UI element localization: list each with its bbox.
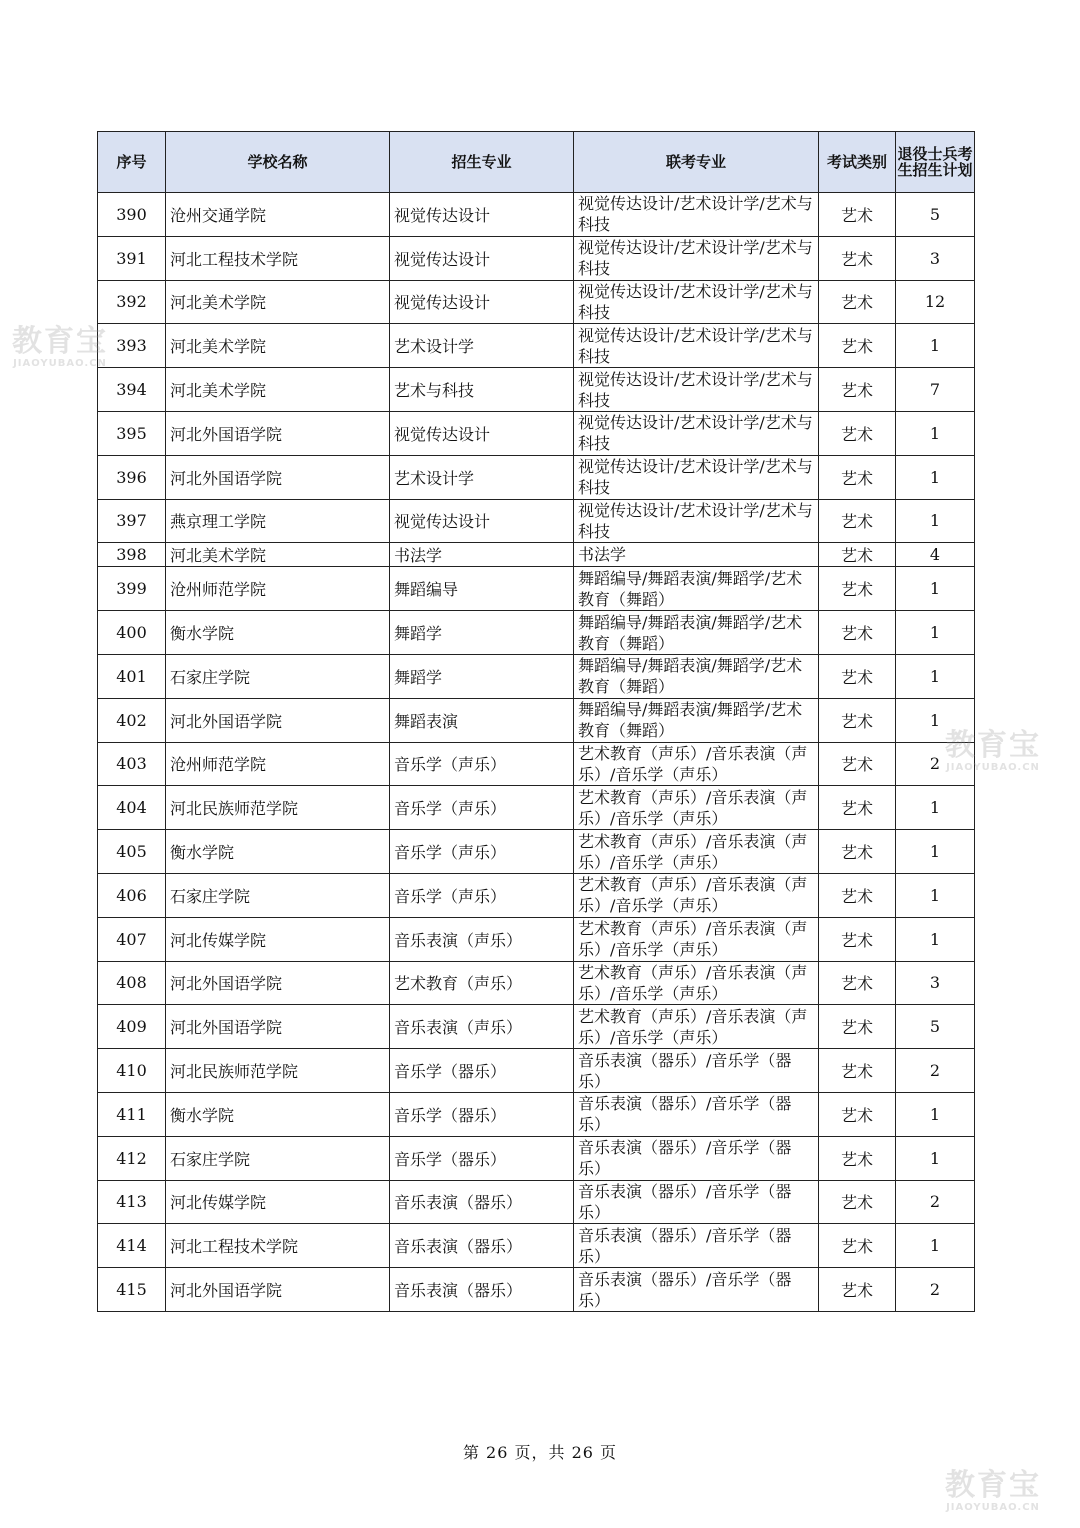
cell-exam-type: 艺术 bbox=[819, 280, 896, 324]
watermark-url: JIAOYUBAO.CN bbox=[13, 358, 107, 369]
cell-major: 艺术设计学 bbox=[390, 324, 574, 368]
cell-major: 视觉传达设计 bbox=[390, 280, 574, 324]
cell-no: 410 bbox=[98, 1049, 166, 1093]
cell-school: 河北美术学院 bbox=[166, 543, 390, 567]
cell-no: 402 bbox=[98, 698, 166, 742]
cell-plan: 1 bbox=[896, 567, 975, 611]
cell-exam-type: 艺术 bbox=[819, 1224, 896, 1268]
cell-joint-major: 视觉传达设计/艺术设计学/艺术与科技 bbox=[574, 324, 819, 368]
cell-school: 河北传媒学院 bbox=[166, 1180, 390, 1224]
cell-exam-type: 艺术 bbox=[819, 1136, 896, 1180]
cell-joint-major: 舞蹈编导/舞蹈表演/舞蹈学/艺术教育（舞蹈） bbox=[574, 654, 819, 698]
cell-plan: 1 bbox=[896, 611, 975, 655]
cell-major: 音乐学（声乐） bbox=[390, 786, 574, 830]
cell-joint-major: 音乐表演（器乐）/音乐学（器乐） bbox=[574, 1268, 819, 1312]
cell-joint-major: 视觉传达设计/艺术设计学/艺术与科技 bbox=[574, 236, 819, 280]
cell-no: 395 bbox=[98, 411, 166, 455]
watermark-url: JIAOYUBAO.CN bbox=[946, 1502, 1040, 1513]
cell-exam-type: 艺术 bbox=[819, 411, 896, 455]
table-row bbox=[98, 543, 975, 567]
cell-exam-type: 艺术 bbox=[819, 917, 896, 961]
cell-joint-major: 艺术教育（声乐）/音乐表演（声乐）/音乐学（声乐） bbox=[574, 786, 819, 830]
cell-major: 视觉传达设计 bbox=[390, 236, 574, 280]
cell-school: 石家庄学院 bbox=[166, 873, 390, 917]
cell-no: 391 bbox=[98, 236, 166, 280]
cell-exam-type: 艺术 bbox=[819, 698, 896, 742]
cell-plan: 1 bbox=[896, 455, 975, 499]
cell-joint-major: 艺术教育（声乐）/音乐表演（声乐）/音乐学（声乐） bbox=[574, 830, 819, 874]
table-row bbox=[98, 193, 975, 237]
cell-exam-type: 艺术 bbox=[819, 611, 896, 655]
cell-joint-major: 艺术教育（声乐）/音乐表演（声乐）/音乐学（声乐） bbox=[574, 742, 819, 786]
cell-plan: 1 bbox=[896, 917, 975, 961]
table-row bbox=[98, 1136, 975, 1180]
cell-major: 音乐学（器乐） bbox=[390, 1049, 574, 1093]
table-row bbox=[98, 1005, 975, 1049]
cell-exam-type: 艺术 bbox=[819, 742, 896, 786]
cell-no: 399 bbox=[98, 567, 166, 611]
cell-no: 408 bbox=[98, 961, 166, 1005]
cell-exam-type: 艺术 bbox=[819, 567, 896, 611]
cell-school: 燕京理工学院 bbox=[166, 499, 390, 543]
header-joint-major: 联考专业 bbox=[574, 132, 819, 193]
cell-plan: 1 bbox=[896, 324, 975, 368]
cell-exam-type: 艺术 bbox=[819, 961, 896, 1005]
cell-plan: 2 bbox=[896, 742, 975, 786]
cell-exam-type: 艺术 bbox=[819, 1268, 896, 1312]
cell-major: 舞蹈学 bbox=[390, 654, 574, 698]
cell-joint-major: 视觉传达设计/艺术设计学/艺术与科技 bbox=[574, 193, 819, 237]
cell-no: 397 bbox=[98, 499, 166, 543]
cell-major: 艺术与科技 bbox=[390, 368, 574, 412]
cell-no: 400 bbox=[98, 611, 166, 655]
cell-school: 河北工程技术学院 bbox=[166, 1224, 390, 1268]
cell-plan: 1 bbox=[896, 1136, 975, 1180]
cell-plan: 4 bbox=[896, 543, 975, 567]
cell-joint-major: 艺术教育（声乐）/音乐表演（声乐）/音乐学（声乐） bbox=[574, 873, 819, 917]
cell-joint-major: 音乐表演（器乐）/音乐学（器乐） bbox=[574, 1136, 819, 1180]
table-row bbox=[98, 324, 975, 368]
cell-school: 沧州师范学院 bbox=[166, 742, 390, 786]
table-row bbox=[98, 1180, 975, 1224]
cell-school: 河北民族师范学院 bbox=[166, 786, 390, 830]
cell-exam-type: 艺术 bbox=[819, 324, 896, 368]
cell-school: 衡水学院 bbox=[166, 830, 390, 874]
table-row bbox=[98, 1049, 975, 1093]
cell-major: 舞蹈学 bbox=[390, 611, 574, 655]
cell-plan: 1 bbox=[896, 873, 975, 917]
cell-major: 音乐学（声乐） bbox=[390, 742, 574, 786]
table-row bbox=[98, 1092, 975, 1136]
cell-no: 412 bbox=[98, 1136, 166, 1180]
cell-major: 音乐表演（器乐） bbox=[390, 1268, 574, 1312]
cell-school: 衡水学院 bbox=[166, 1092, 390, 1136]
table-row bbox=[98, 698, 975, 742]
cell-major: 音乐表演（器乐） bbox=[390, 1224, 574, 1268]
table-row bbox=[98, 411, 975, 455]
page-footer: 第 26 页，共 26 页 bbox=[462, 1443, 618, 1462]
cell-plan: 1 bbox=[896, 698, 975, 742]
table-header-row bbox=[98, 132, 975, 193]
cell-exam-type: 艺术 bbox=[819, 786, 896, 830]
cell-exam-type: 艺术 bbox=[819, 830, 896, 874]
cell-plan: 1 bbox=[896, 1092, 975, 1136]
cell-school: 石家庄学院 bbox=[166, 1136, 390, 1180]
cell-exam-type: 艺术 bbox=[819, 1092, 896, 1136]
watermark-logo bbox=[945, 1470, 1041, 1513]
cell-exam-type: 艺术 bbox=[819, 236, 896, 280]
cell-no: 394 bbox=[98, 368, 166, 412]
cell-school: 河北工程技术学院 bbox=[166, 236, 390, 280]
watermark-text: 教育宝 bbox=[945, 728, 1041, 763]
cell-plan: 1 bbox=[896, 1224, 975, 1268]
cell-major: 音乐学（声乐） bbox=[390, 830, 574, 874]
cell-school: 河北外国语学院 bbox=[166, 1005, 390, 1049]
table-row bbox=[98, 873, 975, 917]
cell-joint-major: 书法学 bbox=[574, 543, 819, 567]
cell-major: 视觉传达设计 bbox=[390, 193, 574, 237]
cell-school: 河北美术学院 bbox=[166, 324, 390, 368]
table-row bbox=[98, 499, 975, 543]
table-row bbox=[98, 830, 975, 874]
cell-major: 艺术教育（声乐） bbox=[390, 961, 574, 1005]
admission-table bbox=[97, 131, 975, 1312]
cell-major: 音乐学（器乐） bbox=[390, 1136, 574, 1180]
cell-school: 河北美术学院 bbox=[166, 280, 390, 324]
cell-no: 415 bbox=[98, 1268, 166, 1312]
cell-exam-type: 艺术 bbox=[819, 654, 896, 698]
cell-plan: 5 bbox=[896, 1005, 975, 1049]
cell-school: 河北外国语学院 bbox=[166, 1268, 390, 1312]
cell-major: 音乐表演（声乐） bbox=[390, 917, 574, 961]
cell-school: 河北外国语学院 bbox=[166, 411, 390, 455]
cell-no: 414 bbox=[98, 1224, 166, 1268]
cell-joint-major: 艺术教育（声乐）/音乐表演（声乐）/音乐学（声乐） bbox=[574, 961, 819, 1005]
cell-plan: 2 bbox=[896, 1180, 975, 1224]
table-body bbox=[98, 193, 975, 1312]
table-row bbox=[98, 567, 975, 611]
cell-no: 403 bbox=[98, 742, 166, 786]
table-row bbox=[98, 786, 975, 830]
cell-plan: 2 bbox=[896, 1049, 975, 1093]
header-major: 招生专业 bbox=[390, 132, 574, 193]
cell-no: 406 bbox=[98, 873, 166, 917]
cell-plan: 1 bbox=[896, 786, 975, 830]
table-row bbox=[98, 611, 975, 655]
table-row bbox=[98, 654, 975, 698]
table-row bbox=[98, 961, 975, 1005]
cell-plan: 12 bbox=[896, 280, 975, 324]
cell-school: 河北美术学院 bbox=[166, 368, 390, 412]
cell-no: 401 bbox=[98, 654, 166, 698]
cell-school: 河北外国语学院 bbox=[166, 455, 390, 499]
cell-joint-major: 音乐表演（器乐）/音乐学（器乐） bbox=[574, 1092, 819, 1136]
cell-no: 393 bbox=[98, 324, 166, 368]
cell-school: 沧州师范学院 bbox=[166, 567, 390, 611]
header-exam-type: 考试类别 bbox=[819, 132, 896, 193]
cell-no: 409 bbox=[98, 1005, 166, 1049]
cell-joint-major: 艺术教育（声乐）/音乐表演（声乐）/音乐学（声乐） bbox=[574, 917, 819, 961]
cell-school: 河北民族师范学院 bbox=[166, 1049, 390, 1093]
watermark-text: 教育宝 bbox=[12, 324, 108, 359]
cell-plan: 5 bbox=[896, 193, 975, 237]
cell-no: 413 bbox=[98, 1180, 166, 1224]
cell-plan: 3 bbox=[896, 961, 975, 1005]
cell-no: 407 bbox=[98, 917, 166, 961]
cell-exam-type: 艺术 bbox=[819, 1049, 896, 1093]
cell-major: 舞蹈编导 bbox=[390, 567, 574, 611]
cell-school: 河北外国语学院 bbox=[166, 961, 390, 1005]
cell-major: 视觉传达设计 bbox=[390, 411, 574, 455]
cell-joint-major: 舞蹈编导/舞蹈表演/舞蹈学/艺术教育（舞蹈） bbox=[574, 567, 819, 611]
cell-exam-type: 艺术 bbox=[819, 499, 896, 543]
cell-major: 视觉传达设计 bbox=[390, 499, 574, 543]
watermark-text: 教育宝 bbox=[945, 1468, 1041, 1503]
cell-joint-major: 艺术教育（声乐）/音乐表演（声乐）/音乐学（声乐） bbox=[574, 1005, 819, 1049]
cell-exam-type: 艺术 bbox=[819, 1180, 896, 1224]
cell-no: 404 bbox=[98, 786, 166, 830]
cell-exam-type: 艺术 bbox=[819, 455, 896, 499]
table-row bbox=[98, 455, 975, 499]
cell-joint-major: 视觉传达设计/艺术设计学/艺术与科技 bbox=[574, 368, 819, 412]
cell-joint-major: 舞蹈编导/舞蹈表演/舞蹈学/艺术教育（舞蹈） bbox=[574, 698, 819, 742]
table-row bbox=[98, 1268, 975, 1312]
table-row bbox=[98, 368, 975, 412]
cell-exam-type: 艺术 bbox=[819, 873, 896, 917]
cell-plan: 1 bbox=[896, 499, 975, 543]
cell-no: 390 bbox=[98, 193, 166, 237]
cell-no: 411 bbox=[98, 1092, 166, 1136]
table-row bbox=[98, 917, 975, 961]
watermark-logo bbox=[12, 326, 108, 369]
cell-school: 沧州交通学院 bbox=[166, 193, 390, 237]
cell-exam-type: 艺术 bbox=[819, 543, 896, 567]
cell-no: 405 bbox=[98, 830, 166, 874]
cell-school: 衡水学院 bbox=[166, 611, 390, 655]
header-no: 序号 bbox=[98, 132, 166, 193]
cell-plan: 7 bbox=[896, 368, 975, 412]
cell-joint-major: 音乐表演（器乐）/音乐学（器乐） bbox=[574, 1180, 819, 1224]
cell-major: 音乐学（器乐） bbox=[390, 1092, 574, 1136]
watermark-url: JIAOYUBAO.CN bbox=[946, 762, 1040, 773]
cell-exam-type: 艺术 bbox=[819, 1005, 896, 1049]
table-row bbox=[98, 236, 975, 280]
cell-plan: 3 bbox=[896, 236, 975, 280]
cell-exam-type: 艺术 bbox=[819, 368, 896, 412]
header-plan: 退役士兵考生招生计划 bbox=[896, 132, 975, 193]
cell-joint-major: 视觉传达设计/艺术设计学/艺术与科技 bbox=[574, 455, 819, 499]
cell-major: 艺术设计学 bbox=[390, 455, 574, 499]
cell-no: 392 bbox=[98, 280, 166, 324]
table-row bbox=[98, 280, 975, 324]
cell-no: 396 bbox=[98, 455, 166, 499]
cell-no: 398 bbox=[98, 543, 166, 567]
cell-major: 音乐表演（声乐） bbox=[390, 1005, 574, 1049]
cell-plan: 1 bbox=[896, 654, 975, 698]
cell-plan: 1 bbox=[896, 411, 975, 455]
cell-school: 河北外国语学院 bbox=[166, 698, 390, 742]
cell-school: 河北传媒学院 bbox=[166, 917, 390, 961]
cell-school: 石家庄学院 bbox=[166, 654, 390, 698]
cell-joint-major: 舞蹈编导/舞蹈表演/舞蹈学/艺术教育（舞蹈） bbox=[574, 611, 819, 655]
header-school: 学校名称 bbox=[166, 132, 390, 193]
cell-major: 音乐学（声乐） bbox=[390, 873, 574, 917]
table-row bbox=[98, 1224, 975, 1268]
cell-plan: 1 bbox=[896, 830, 975, 874]
cell-major: 书法学 bbox=[390, 543, 574, 567]
cell-joint-major: 视觉传达设计/艺术设计学/艺术与科技 bbox=[574, 411, 819, 455]
cell-major: 音乐表演（器乐） bbox=[390, 1180, 574, 1224]
cell-joint-major: 音乐表演（器乐）/音乐学（器乐） bbox=[574, 1224, 819, 1268]
cell-joint-major: 视觉传达设计/艺术设计学/艺术与科技 bbox=[574, 280, 819, 324]
cell-joint-major: 音乐表演（器乐）/音乐学（器乐） bbox=[574, 1049, 819, 1093]
cell-joint-major: 视觉传达设计/艺术设计学/艺术与科技 bbox=[574, 499, 819, 543]
cell-exam-type: 艺术 bbox=[819, 193, 896, 237]
cell-major: 舞蹈表演 bbox=[390, 698, 574, 742]
table-row bbox=[98, 742, 975, 786]
cell-plan: 2 bbox=[896, 1268, 975, 1312]
